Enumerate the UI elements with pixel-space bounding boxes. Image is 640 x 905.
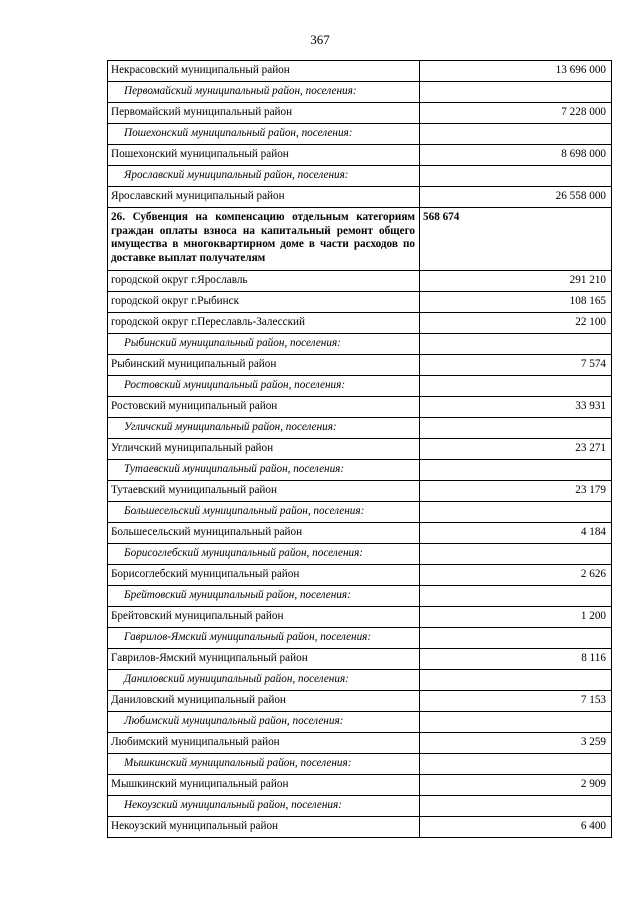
row-value-cell: 6 400 [420,817,612,838]
row-value-cell: 8 698 000 [420,145,612,166]
table-row [108,313,612,334]
row-value-cell [420,670,612,691]
row-name-cell: Даниловский муниципальный район, поселения: [108,670,420,691]
row-value-cell [420,376,612,397]
row-value-cell: 23 271 [420,439,612,460]
table-row [108,607,612,628]
table-row [108,649,612,670]
table-row [108,292,612,313]
table-row [108,481,612,502]
row-name-cell: Брейтовский муниципальный район, поселения: [108,586,420,607]
subheading-row [108,124,612,145]
row-name-cell: Ростовский муниципальный район [108,397,420,418]
row-name-cell: Первомайский муниципальный район, поселения: [108,82,420,103]
subheading-row [108,376,612,397]
row-value-cell [420,502,612,523]
row-value-cell [420,166,612,187]
row-value-cell: 291 210 [420,271,612,292]
row-value-cell [420,334,612,355]
table-row [108,61,612,82]
row-value-cell: 108 165 [420,292,612,313]
row-name-cell: Даниловский муниципальный район [108,691,420,712]
row-value-cell: 568 674 [420,208,612,271]
row-name-cell: Некоузский муниципальный район, поселения: [108,796,420,817]
row-name-cell: Большесельский муниципальный район, поселения: [108,502,420,523]
row-name-cell: городской округ г.Переславль-Залесский [108,313,420,334]
row-name-cell: Первомайский муниципальный район [108,103,420,124]
row-value-cell: 8 116 [420,649,612,670]
subheading-row [108,628,612,649]
table-row [108,355,612,376]
table-row [108,397,612,418]
row-name-cell: Пошехонский муниципальный район, поселения: [108,124,420,145]
row-name-cell: Тутаевский муниципальный район [108,481,420,502]
row-name-cell: городской округ г.Ярославль [108,271,420,292]
row-value-cell: 4 184 [420,523,612,544]
row-name-cell: Большесельский муниципальный район [108,523,420,544]
row-value-cell: 33 931 [420,397,612,418]
row-value-cell [420,754,612,775]
budget-table [107,60,612,838]
row-name-cell: Мышкинский муниципальный район, поселения: [108,754,420,775]
table-row [108,145,612,166]
subheading-row [108,544,612,565]
subheading-row [108,460,612,481]
subheading-row [108,82,612,103]
row-name-cell: Борисоглебский муниципальный район, поселения: [108,544,420,565]
table-row [108,523,612,544]
table-row [108,817,612,838]
row-value-cell [420,124,612,145]
row-name-cell: Ростовский муниципальный район, поселения: [108,376,420,397]
subheading-row [108,166,612,187]
row-value-cell [420,460,612,481]
row-name-cell: Ярославский муниципальный район, поселения: [108,166,420,187]
row-value-cell [420,418,612,439]
row-name-cell: Гаврилов-Ямский муниципальный район [108,649,420,670]
row-name-cell: Брейтовский муниципальный район [108,607,420,628]
table-row [108,565,612,586]
row-value-cell: 7 228 000 [420,103,612,124]
table-row [108,187,612,208]
row-value-cell: 7 153 [420,691,612,712]
row-value-cell: 7 574 [420,355,612,376]
subheading-row [108,712,612,733]
row-value-cell [420,82,612,103]
row-name-cell: Некоузский муниципальный район [108,817,420,838]
subheading-row [108,502,612,523]
row-value-cell [420,586,612,607]
subheading-row [108,418,612,439]
row-name-cell: Ярославский муниципальный район [108,187,420,208]
subheading-row [108,754,612,775]
row-name-cell: Любимский муниципальный район [108,733,420,754]
row-value-cell: 1 200 [420,607,612,628]
row-value-cell: 23 179 [420,481,612,502]
row-name-cell: Рыбинский муниципальный район [108,355,420,376]
section-header-row [108,208,612,271]
row-value-cell: 22 100 [420,313,612,334]
table-row [108,271,612,292]
subheading-row [108,586,612,607]
row-name-cell: Угличский муниципальный район [108,439,420,460]
row-name-cell: Пошехонский муниципальный район [108,145,420,166]
row-name-cell: Рыбинский муниципальный район, поселения: [108,334,420,355]
table-row [108,103,612,124]
row-name-cell: городской округ г.Рыбинск [108,292,420,313]
row-name-cell: 26. Субвенция на компенсацию отдельным категориям граждан оплаты взноса на капитальный ремонт общего имущества в многоквартирном доме в части расходов по доставке выплат получателям [108,208,420,271]
row-value-cell: 2 909 [420,775,612,796]
row-value-cell: 3 259 [420,733,612,754]
table-row [108,733,612,754]
row-name-cell: Некрасовский муниципальный район [108,61,420,82]
table-row [108,439,612,460]
row-name-cell: Угличский муниципальный район, поселения: [108,418,420,439]
row-value-cell [420,712,612,733]
row-value-cell: 2 626 [420,565,612,586]
row-value-cell: 13 696 000 [420,61,612,82]
row-name-cell: Гаврилов-Ямский муниципальный район, поселения: [108,628,420,649]
subheading-row [108,670,612,691]
row-value-cell [420,796,612,817]
row-value-cell [420,628,612,649]
row-value-cell [420,544,612,565]
row-name-cell: Любимский муниципальный район, поселения: [108,712,420,733]
table-row [108,775,612,796]
subheading-row [108,334,612,355]
page-number: 367 [310,32,330,47]
row-name-cell: Тутаевский муниципальный район, поселения: [108,460,420,481]
table-row [108,691,612,712]
budget-table-body [108,61,612,838]
subheading-row [108,796,612,817]
row-value-cell: 26 558 000 [420,187,612,208]
row-name-cell: Борисоглебский муниципальный район [108,565,420,586]
row-name-cell: Мышкинский муниципальный район [108,775,420,796]
